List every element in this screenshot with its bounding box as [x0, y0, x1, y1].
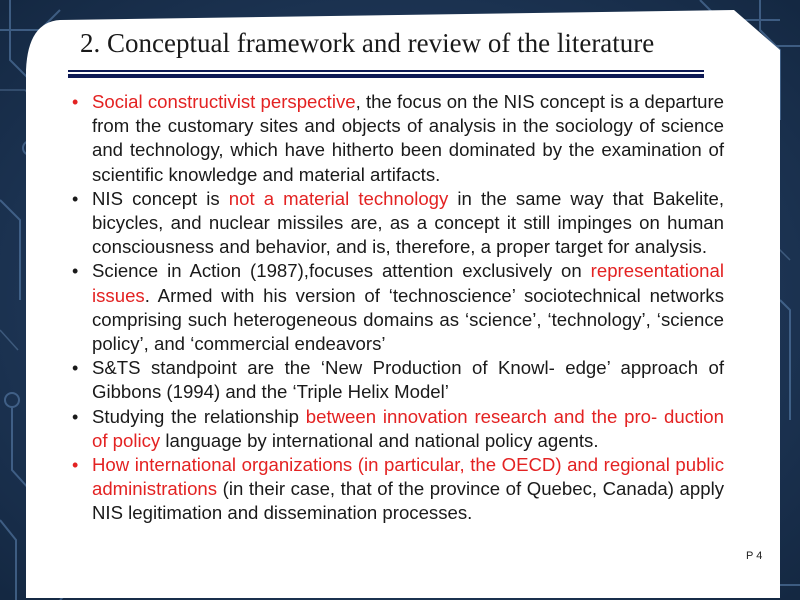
bullet-highlight: not a material technology	[228, 187, 449, 209]
bullet-list	[70, 90, 724, 526]
bullet-text: (in their case, that of the province of Quebec, Canada) apply NIS legitimation and dissemination processes.	[92, 478, 724, 524]
bullet-dot-icon: •	[72, 92, 79, 112]
bullet-item	[70, 259, 724, 356]
bullet-item	[70, 90, 724, 187]
bullet-text: language by international and national policy agents.	[160, 429, 599, 451]
bullet-text: . Armed with his version of ‘technoscience’ sociotechnical networks comprising such heterogeneous domains as ‘science’, ‘technology’, ‘science policy’, and ‘commercial endeavors’	[92, 284, 724, 355]
bullet-highlight: between innovation research and the pro- duction of policy	[92, 405, 724, 451]
bullet-text: Science in Action (1987),focuses attention exclusively on	[92, 260, 591, 282]
bullet-text: , the focus on the NIS concept is a departure from the customary sites and objects of analysis in the sociology of science and technology, which have hitherto been dominated by the examination of scientific knowledge and material artifacts.	[92, 91, 724, 185]
bullet-dot-icon: •	[72, 261, 79, 282]
bullet-dot-icon: •	[72, 188, 79, 209]
bullet-highlight: representational issues	[92, 260, 724, 306]
page-number: P 4	[746, 550, 763, 562]
slide-title: 2. Conceptual framework and review of the literature	[80, 28, 655, 58]
bullet-dot-icon: •	[72, 358, 79, 379]
bullet-dot-icon: •	[72, 455, 79, 476]
bullet-item	[70, 187, 724, 260]
bullet-text: in the same way that Bakelite, bicycles, and nuclear missiles are, as a concept it still impinges on human consciousness and behavior, and is, therefore, a proper target for analysis.	[92, 187, 724, 258]
title-rule-thin	[68, 70, 704, 72]
bullet-item	[70, 453, 724, 526]
bullet-text: S&TS standpoint are the ‘New Production of Knowl- edge’ approach of Gibbons (1994) and the ‘Triple Helix Model’	[92, 357, 724, 403]
title-underline	[68, 70, 704, 80]
bullet-highlight: How international organizations (in particular, the OECD) and regional public administrations	[92, 454, 724, 500]
bullet-dot-icon: •	[72, 406, 79, 427]
title-rule-thick	[68, 74, 704, 78]
bullet-item	[70, 356, 724, 404]
bullet-highlight: Social constructivist perspective	[92, 91, 356, 112]
bullet-text: NIS concept is	[92, 187, 229, 209]
bullet-text: Studying the relationship	[92, 405, 306, 427]
bullet-item	[70, 405, 724, 453]
